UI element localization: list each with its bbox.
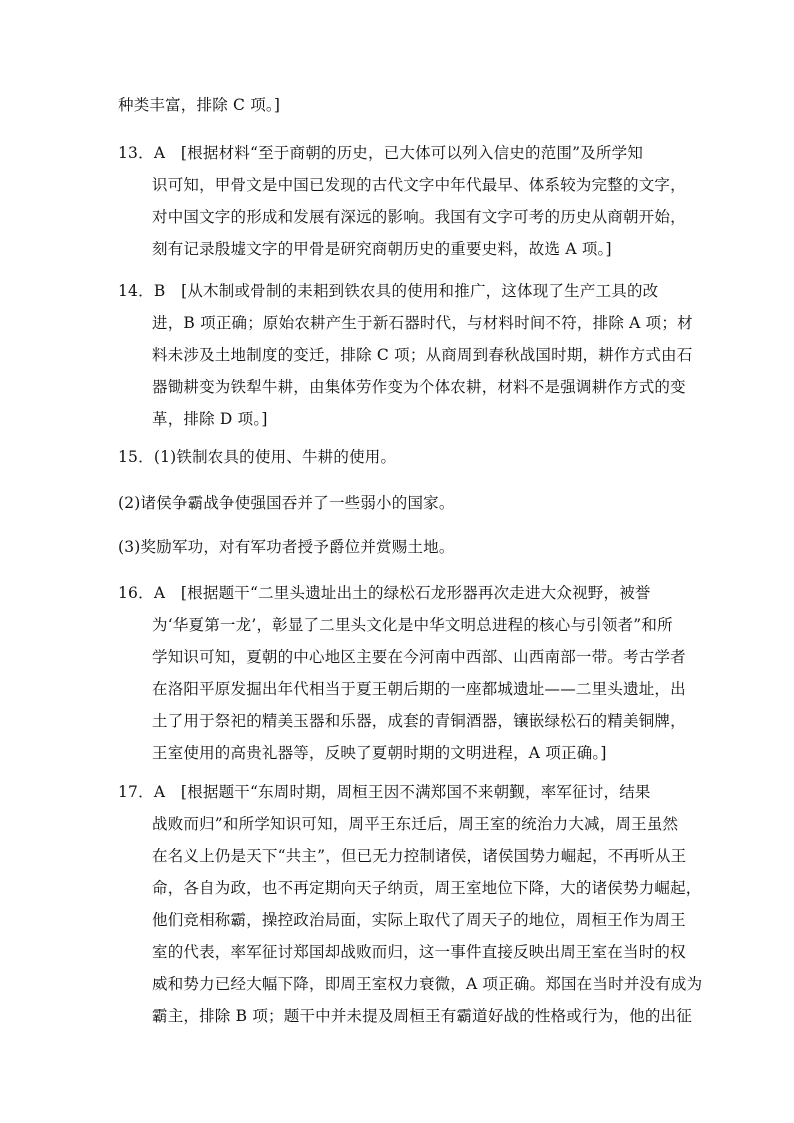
text-line: 在洛阳平原发掘出年代相当于夏王朝后期的一座都城遗址——二里头遗址，出 bbox=[152, 680, 686, 698]
text-line: 进，B 项正确；原始农耕产生于新石器时代，与材料时间不符，排除 A 项；材 bbox=[152, 314, 693, 332]
text-line: (3)奖励军功，对有军功者授予爵位并赏赐土地。 bbox=[118, 538, 455, 556]
text-line: 15．(1)铁制农具的使用、牛耕的使用。 bbox=[118, 448, 397, 466]
text-line: 13．A [根据材料“至于商朝的历史，已大体可以列入信史的范围”及所学知 bbox=[118, 144, 644, 162]
answer-17 bbox=[118, 776, 703, 1032]
text-line: 为‘华夏第一龙’，彰显了二里头文化是中华文明总进程的核心与引领者”和所 bbox=[152, 616, 673, 634]
answer-13 bbox=[118, 137, 686, 265]
answer-15-part-3 bbox=[118, 531, 680, 563]
text-line: 室的代表，率军征讨郑国却战败而归，这一事件直接反映出周王室在当时的权 bbox=[152, 943, 686, 961]
text-line: 革，排除 D 项。] bbox=[152, 410, 268, 428]
text-line: 器锄耕变为铁犁牛耕，由集体劳作变为个体农耕，材料不是强调耕作方式的变 bbox=[152, 378, 686, 396]
text-line: 威和势力已经大幅下降，即周王室权力衰微，A 项正确。郑国在当时并没有成为 bbox=[152, 975, 703, 993]
text-line: 刻有记录殷墟文字的甲骨是研究商朝历史的重要史料，故选 A 项。] bbox=[152, 240, 612, 258]
answer-14 bbox=[118, 275, 693, 435]
answer-fragment-top bbox=[118, 89, 680, 121]
text-line: 土了用于祭祀的精美玉器和乐器，成套的青铜酒器，镶嵌绿松石的精美铜牌， bbox=[152, 712, 686, 730]
text-line: 14．B [从木制或骨制的耒耜到铁农具的使用和推广，这体现了生产工具的改 bbox=[118, 282, 659, 300]
text-line: 17．A [根据题干“东周时期，周桓王因不满郑国不来朝觐，率军征讨，结果 bbox=[118, 783, 651, 801]
text-line: 对中国文字的形成和发展有深远的影响。我国有文字可考的历史从商朝开始， bbox=[152, 208, 686, 226]
text-line: 料未涉及土地制度的变迁，排除 C 项；从商周到春秋战国时期，耕作方式由石 bbox=[152, 346, 693, 364]
text-line: 战败而归”和所学知识可知，周平王东迁后，周王室的统治力大减，周王虽然 bbox=[152, 815, 679, 833]
answer-15-part-1 bbox=[118, 441, 680, 473]
text-line: 命，各自为政，也不再定期向天子纳贡，周王室地位下降，大的诸侯势力崛起， bbox=[152, 879, 702, 897]
text-line: (2)诸侯争霸战争使强国吞并了一些弱小的国家。 bbox=[118, 494, 455, 512]
text-line: 学知识可知，夏朝的中心地区主要在今河南中西部、山西南部一带。考古学者 bbox=[152, 648, 686, 666]
text-line: 王室使用的高贵礼器等，反映了夏朝时期的文明进程，A 项正确。] bbox=[152, 744, 607, 762]
text-line: 霸主，排除 B 项；题干中并未提及周桓王有霸道好战的性格或行为，他的出征 bbox=[152, 1007, 692, 1025]
text-line: 识可知，甲骨文是中国已发现的古代文字中年代最早、体系较为完整的文字， bbox=[152, 176, 686, 194]
answer-15-part-2 bbox=[118, 487, 680, 519]
answer-16 bbox=[118, 577, 686, 769]
text-line: 16．A [根据题干“二里头遗址出土的绿松石龙形器再次走进大众视野，被誉 bbox=[118, 584, 651, 602]
text-line: 他们竞相称霸，操控政治局面，实际上取代了周天子的地位，周桓王作为周王 bbox=[152, 911, 686, 929]
text-line: 种类丰富，排除 C 项。] bbox=[118, 96, 281, 114]
text-line: 在名义上仍是天下“共主”，但已无力控制诸侯，诸侯国势力崛起，不再听从王 bbox=[152, 847, 687, 865]
